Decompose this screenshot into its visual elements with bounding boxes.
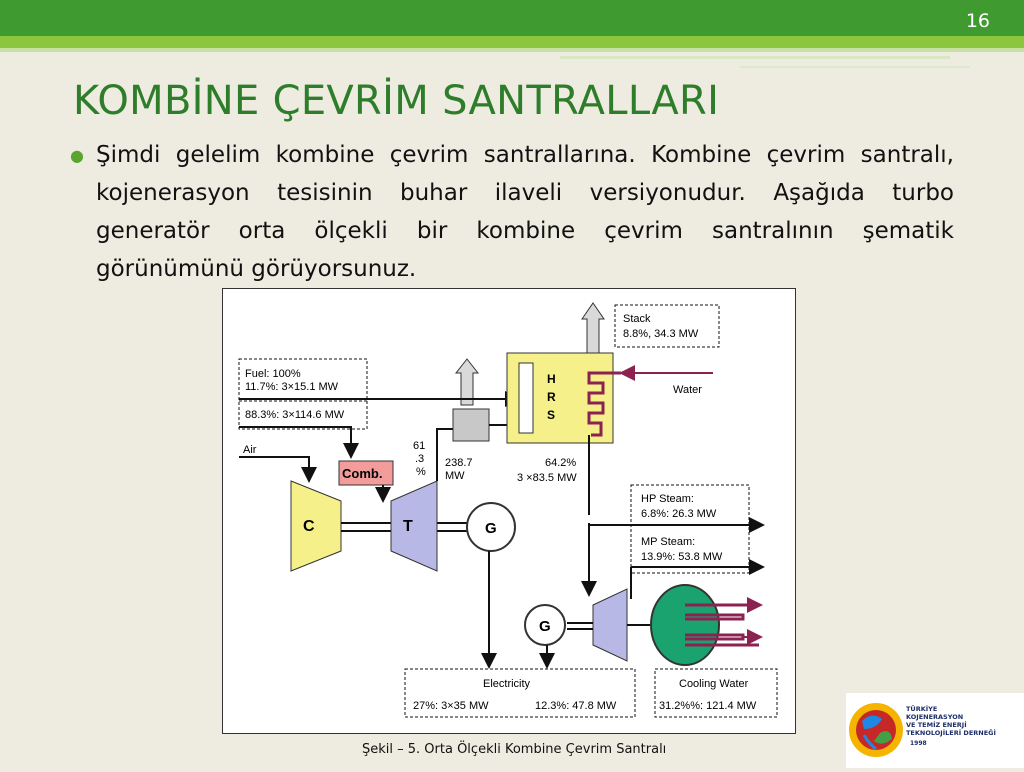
- hrs-mw: 3 ×83.5 MW: [517, 472, 577, 484]
- exhaust-pct-2: .3: [415, 453, 425, 465]
- turbine-label: T: [403, 518, 413, 535]
- exhaust-pct-3: %: [416, 466, 426, 478]
- steam-turbine: [593, 589, 627, 661]
- stack-box: [615, 305, 719, 347]
- electricity-1: 27%: 3×35 MW: [413, 700, 489, 712]
- stack-label: Stack: [623, 313, 651, 325]
- mp-steam-label: MP Steam:: [641, 536, 696, 548]
- logo-emblem-icon: [846, 693, 906, 768]
- condenser: [651, 585, 719, 665]
- cooling-value: 31.2%%: 121.4 MW: [659, 700, 757, 712]
- fuel-label: Fuel: 100%: [245, 368, 301, 380]
- hp-steam-label: HP Steam:: [641, 493, 694, 505]
- logo-year: 1998: [910, 740, 927, 747]
- hp-steam-value: 6.8%: 26.3 MW: [641, 508, 717, 520]
- mp-steam-value: 13.9%: 53.8 MW: [641, 551, 723, 563]
- hrs-pct: 64.2%: [545, 457, 577, 469]
- header-bar: [0, 0, 1024, 78]
- fuel-split-2: 88.3%: 3×114.6 MW: [245, 409, 345, 421]
- gen2-label: G: [539, 618, 551, 635]
- electricity-box: [405, 669, 635, 717]
- compressor-label: C: [303, 518, 315, 535]
- water-label: Water: [673, 384, 702, 396]
- diverter-damper: [453, 409, 489, 441]
- slide-title: KOMBİNE ÇEVRİM SANTRALLARI: [73, 78, 720, 124]
- logo-text: TÜRKİYE KOJENERASYON VE TEMİZ ENERJİ TEKNOLOJİLERİ DERNEĞİ: [906, 705, 996, 737]
- steam-box: [631, 485, 749, 573]
- hrs-h: H: [547, 372, 556, 386]
- comb-label: Comb.: [342, 466, 383, 481]
- fuel-split-1: 11.7%: 3×15.1 MW: [245, 381, 339, 393]
- compressor: [291, 481, 341, 571]
- association-logo: [846, 693, 1024, 768]
- gen1-label: G: [485, 520, 497, 537]
- bullet-icon: ●: [70, 146, 84, 165]
- fuel-box: [239, 359, 367, 429]
- exhaust-mw-1: 238.7: [445, 457, 473, 469]
- bullet-text: Şimdi gelelim kombine çevrim santrallarına. Kombine çevrim santralı, kojenerasyon tesisinin buhar ilaveli versiyonudur. Aşağıda turbo generatör orta ölçekli bir kombine çevrim santralının şematik görünümünü görüyorsunuz.: [96, 142, 954, 282]
- electricity-2: 12.3%: 47.8 MW: [535, 700, 617, 712]
- exhaust-mw-2: MW: [445, 470, 465, 482]
- exhaust-pct-1: 61: [413, 440, 426, 452]
- electricity-label: Electricity: [483, 678, 531, 690]
- page-number: 16: [965, 10, 990, 32]
- figure-caption: Şekil – 5. Orta Ölçekli Kombine Çevrim Santralı: [362, 742, 667, 757]
- plant-schematic: [222, 288, 796, 734]
- stack-arrow-icon: [582, 303, 604, 354]
- cooling-label: Cooling Water: [679, 678, 749, 690]
- hrs-s: S: [547, 408, 556, 422]
- gas-turbine: [391, 481, 437, 571]
- hrs-r: R: [547, 390, 556, 404]
- air-label: Air: [243, 444, 257, 456]
- stack-value: 8.8%, 34.3 MW: [623, 328, 699, 340]
- cooling-box: [655, 669, 777, 717]
